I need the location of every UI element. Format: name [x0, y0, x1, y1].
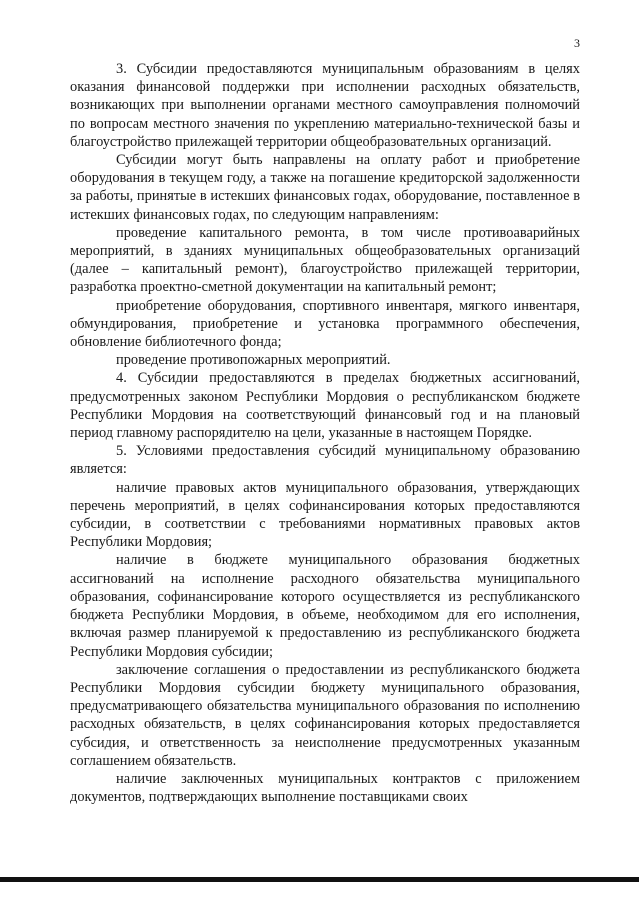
- paragraph-subsidies-purpose: 3. Субсидии предоставляются муниципальным образованиям в целях оказания финансовой поддержки при исполнении расходных обязательств, возникающих при выполнении органами местного самоуправления полномочий по вопросам местного значения по укреплению материально-технической базы и благоустройство прилежащей территории общеобразовательных организаций.: [70, 61, 580, 150]
- paragraph-equipment-purchase: приобретение оборудования, спортивного инвентаря, мягкого инвентаря, обмундирования, приобретение и установка программного обеспечения, обновление библиотечного фонда;: [70, 297, 580, 351]
- paragraph-subsidies-directions: Субсидии могут быть направлены на оплату работ и приобретение оборудования в текущем году, а также на погашение кредиторской задолженности за работы, принятые в истекших финансовых годах, оборудование, поставленное в истекших финансовых годах, по следующим направлениям:: [70, 152, 580, 223]
- paragraph-conditions-heading: 5. Условиями предоставления субсидий муниципальному образованию является:: [70, 443, 580, 478]
- paragraph-agreement: заключение соглашения о предоставлении из республиканского бюджета Республики Мордовия субсидии бюджету муниципального образования, предусматривающего обязательства муниципального образования по исполнению расходных обязательств, в целях софинансирования которых предоставляется субсидия, и ответственность за неисполнение предусмотренных указанным соглашением обязательств.: [70, 661, 580, 769]
- paragraph-legal-acts: наличие правовых актов муниципального образования, утверждающих перечень мероприятий, в целях софинансирования которых предоставляются субсидии, в соответствии с требованиями нормативных правовых актов Республики Мордовия;: [70, 479, 580, 551]
- paragraph-budget-limits: 4. Субсидии предоставляются в пределах бюджетных ассигнований, предусмотренных законом Республики Мордовия о республиканском бюджете Республики Мордовия на соответствующий финансовый год и на плановый период главному распорядителю на цели, указанные в настоящем Порядке.: [70, 370, 580, 442]
- scan-bottom-rule: [0, 877, 639, 882]
- paragraph-capital-repair: проведение капитального ремонта, в том числе противоаварийных мероприятий, в зданиях муниципальных общеобразовательных организаций (далее – капитальный ремонт), благоустройство прилежащей территории, разработка проектно-сметной документации на капитальный ремонт;: [70, 224, 580, 296]
- page-number: 3: [574, 36, 580, 50]
- document-body: [70, 60, 580, 806]
- paragraph-contracts: наличие заключенных муниципальных контрактов с приложением документов, подтверждающих выполнение поставщиками своих: [70, 770, 580, 806]
- paragraph-budget-allocations: наличие в бюджете муниципального образования бюджетных ассигнований на исполнение расходного обязательства муниципального образования, софинансирование которого осуществляется из республиканского бюджета Республики Мордовия, в объеме, необходимом для его исполнения, включая размер планируемой к предоставлению из республиканского бюджета Республики Мордовия субсидии;: [70, 552, 580, 660]
- paragraph-fire-safety: проведение противопожарных мероприятий.: [116, 352, 391, 369]
